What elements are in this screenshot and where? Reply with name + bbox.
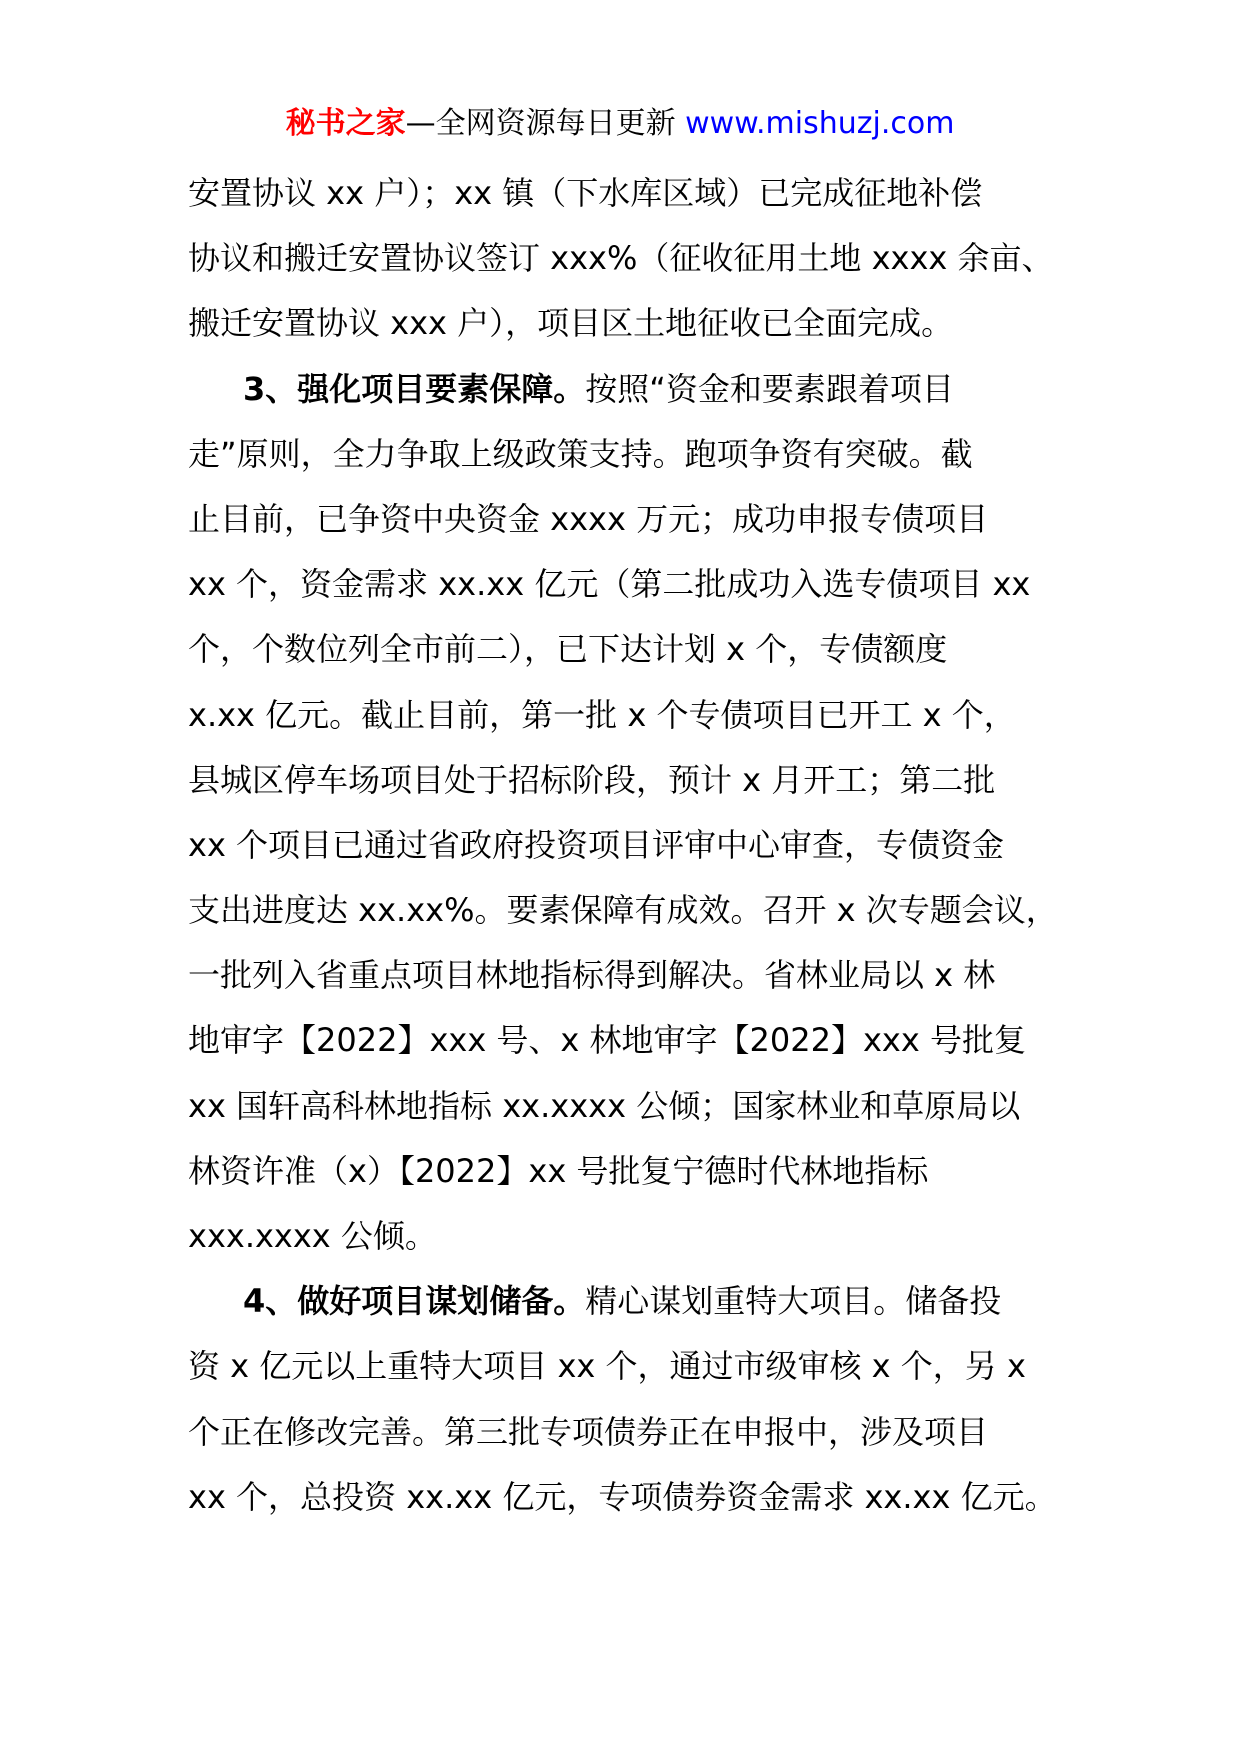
- line-text: 地审字【2022】xxx 号、x 林地审字【2022】xxx 号批复: [188, 1021, 1026, 1060]
- section-heading-line: [188, 357, 1088, 422]
- line-text: 林资许准（x）【2022】xx 号批复宁德时代林地指标: [188, 1151, 929, 1190]
- body-line: [188, 1334, 1088, 1399]
- section-heading: 4、做好项目谋划储备。: [243, 1282, 586, 1321]
- body-line: [188, 487, 1088, 552]
- line-text: 按照“资金和要素跟着项目: [585, 369, 954, 408]
- line-text: xx 国轩高科林地指标 xx.xxxx 公倾；国家林业和草原局以: [188, 1086, 1021, 1125]
- line-text: 走”原则，全力争取上级政策支持。跑项争资有突破。截: [188, 434, 973, 473]
- body-line: [188, 1400, 1088, 1465]
- document-body: [188, 161, 1088, 1530]
- body-line: [188, 617, 1088, 682]
- line-text: 一批列入省重点项目林地指标得到解决。省林业局以 x 林: [188, 956, 996, 995]
- line-text: 资 x 亿元以上重特大项目 xx 个，通过市级审核 x 个，另 x: [188, 1347, 1026, 1386]
- line-text: 安置协议 xx 户）；xx 镇（下水库区域）已完成征地补偿: [188, 174, 983, 212]
- body-line: [188, 1465, 1088, 1530]
- line-text: xx 个项目已通过省政府投资项目评审中心审查，专债资金: [188, 825, 1005, 864]
- section-heading: 3、强化项目要素保障。: [243, 369, 586, 408]
- body-line: [188, 878, 1088, 943]
- body-line: [188, 422, 1088, 487]
- body-line: [188, 1204, 1088, 1269]
- header-url[interactable]: www.mishuzj.com: [685, 106, 955, 141]
- line-text: 支出进度达 xx.xx%。要素保障有成效。召开 x 次专题会议，: [188, 891, 1058, 930]
- body-line: [188, 943, 1088, 1008]
- brand-name: 秘书之家: [285, 106, 406, 141]
- line-text: 协议和搬迁安置协议签订 xxx%（征收征用土地 xxxx 余亩、: [188, 239, 1054, 278]
- line-text: xx 个，资金需求 xx.xx 亿元（第二批成功入选专债项目 xx: [188, 565, 1031, 604]
- line-text: 个，个数位列全市前二），已下达计划 x 个，专债额度: [188, 630, 948, 669]
- body-line: [188, 552, 1088, 617]
- header-tagline: —全网资源每日更新: [405, 106, 686, 141]
- body-line: [188, 813, 1088, 878]
- body-line: [188, 1074, 1088, 1139]
- body-line: [188, 748, 1088, 813]
- body-line: [188, 226, 1088, 291]
- line-text: 精心谋划重特大项目。储备投: [585, 1282, 1002, 1321]
- body-line: [188, 1139, 1088, 1204]
- line-text: 个正在修改完善。第三批专项债券正在申报中，涉及项目: [188, 1412, 989, 1451]
- line-text: 搬迁安置协议 xxx 户），项目区土地征收已全面完成。: [188, 304, 954, 343]
- line-text: x.xx 亿元。截止目前，第一批 x 个专债项目已开工 x 个，: [188, 695, 1016, 734]
- body-line: [188, 291, 1088, 356]
- section-heading-line: [188, 1269, 1088, 1334]
- line-text: xxx.xxxx 公倾。: [188, 1217, 437, 1255]
- line-text: xx 个，总投资 xx.xx 亿元，专项债券资金需求 xx.xx 亿元。: [188, 1477, 1057, 1516]
- line-text: 止目前，已争资中央资金 xxxx 万元；成功申报专债项目: [188, 499, 989, 538]
- watermark-header: [0, 100, 1240, 148]
- body-line: [188, 161, 1088, 226]
- body-line: [188, 1008, 1088, 1073]
- body-line: [188, 683, 1088, 748]
- line-text: 县城区停车场项目处于招标阶段，预计 x 月开工；第二批: [188, 760, 996, 799]
